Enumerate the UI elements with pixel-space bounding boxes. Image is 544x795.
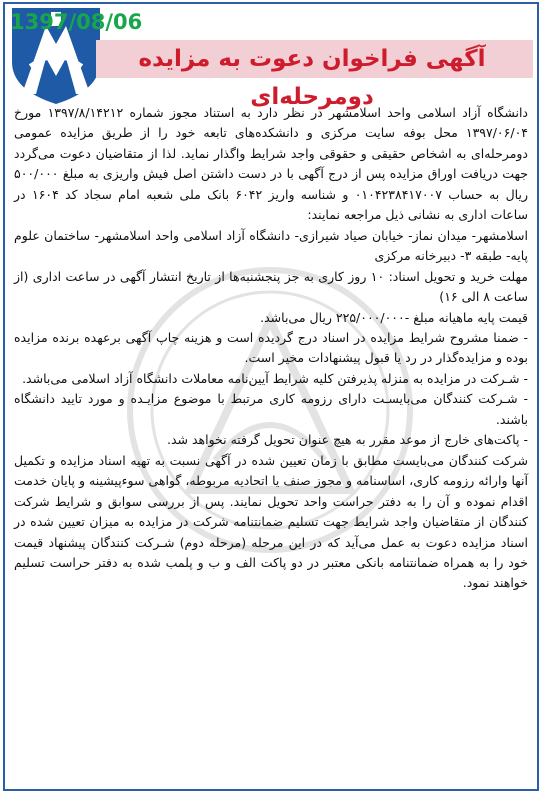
resume-paragraph: - شـرکت کنندگان می‌بایسـت دارای رزومه کاری مرتبط با موضوع مزایـده و مورد تایید دانشگاه باشند. [14, 391, 528, 427]
conditions-paragraph: - ضمنا مشروح شرایط مزایده در اسناد درج گردیده است و هزینه چاپ آگهی برعهده برنده مزایده بوده و مزایده‌گذار در رد یا قبول پیشنهادات مخیر است. [14, 329, 528, 366]
publication-date: 1397/08/06 [10, 10, 143, 34]
late-envelopes-paragraph: - پاکت‌های خارج از موعد مقرر به هیچ عنوان تحویل گرفته نخواهد شد. [166, 432, 528, 448]
deadline-paragraph: مهلت خرید و تحویل اسناد: ۱۰ روز کاری به جز پنجشنبه‌ها از تاریخ انتشار آگهی در ساعت اداری (از ساعت ۸ الی ۱۶) [14, 268, 528, 305]
page-title: آگهی فراخوان دعوت به مزایده دومرحله‌ای [138, 46, 486, 110]
procedure-paragraph: شرکت کنندگان می‌بایست مطابق با زمان تعیین شده در آگهی نسبت به تهیه اسناد مزایده و تکمیل آنها وارائه رزومه کاری، اساسنامه و مجوز صنف یا اتحادیه مربوطه، گواهی سوءپیشینه و پایان خدمت اقدام نموده و آن را به دفتر حراست واحد تحویل نمایند. پس از بررسی سوابق و شرایط شرکت کنندگان از متقاضیان واجد شرایط جهت تسلیم ضمانتنامه شرکت در مزایده به میزان تعیین شده در اسناد مزایده دعوت به عمل می‌آید که در این مرحله (مرحله دوم) شـرکت کنندگان پیشنهاد قیمت خود را به همراه ضمانتنامه بانکی معتبر در دو پاکت الف و ب و پلمب شده به دفتر حراست تسلیم خواهند نمود. [14, 452, 528, 591]
address-paragraph: اسلامشهر- میدان نماز- خیابان صیاد شیرازی- دانشگاه آزاد اسلامی واحد اسلامشهر- ساختمان علوم پایه- طبقه ۳- دبیرخانه مرکزی [14, 227, 528, 264]
notice-body [14, 103, 528, 594]
intro-paragraph: دانشگاه آزاد اسلامی واحد اسلامشهر در نظر دارد به استناد مجوز شماره ۱۳۹۷/۸/۱۴۲۱۲ مورخ ۱۳۹۷/۰۶/۰۴ محل بوفه سایت مرکزی و دانشکده‌های تابعه خود را از طریق مزایده عمومی دومرحله‌ای به اشخاص حقیقی و حقوقی واجد شرایط واگذار نماید. لذا از متقاضیان دعوت می‌گردد جهت دریافت اوراق مزایده پس از درج آگهی با در دست داشتن اصل فیش واریزی به مبلغ ۵۰۰/۰۰۰ ریال به حساب ۰۱۰۴۲۳۸۴۱۷۰۰۷ و شناسه واریز ۶۰۴۲ بانک ملی شعبه امام سجاد کد ۱۶۰۴ در ساعات اداری به نشانی ذیل مراجعه نمایند: [14, 105, 528, 223]
regulations-paragraph: - شـرکت در مزایده به منزله پذیرفتن کلیه شرایط آیین‌نامه معاملات دانشگاه آزاد اسلامی می‌باشد. [22, 370, 528, 386]
base-price-paragraph: قیمت پایه ماهیانه مبلغ -۲۲۵/۰۰۰/۰۰۰ ریال می‌باشد. [260, 309, 528, 325]
